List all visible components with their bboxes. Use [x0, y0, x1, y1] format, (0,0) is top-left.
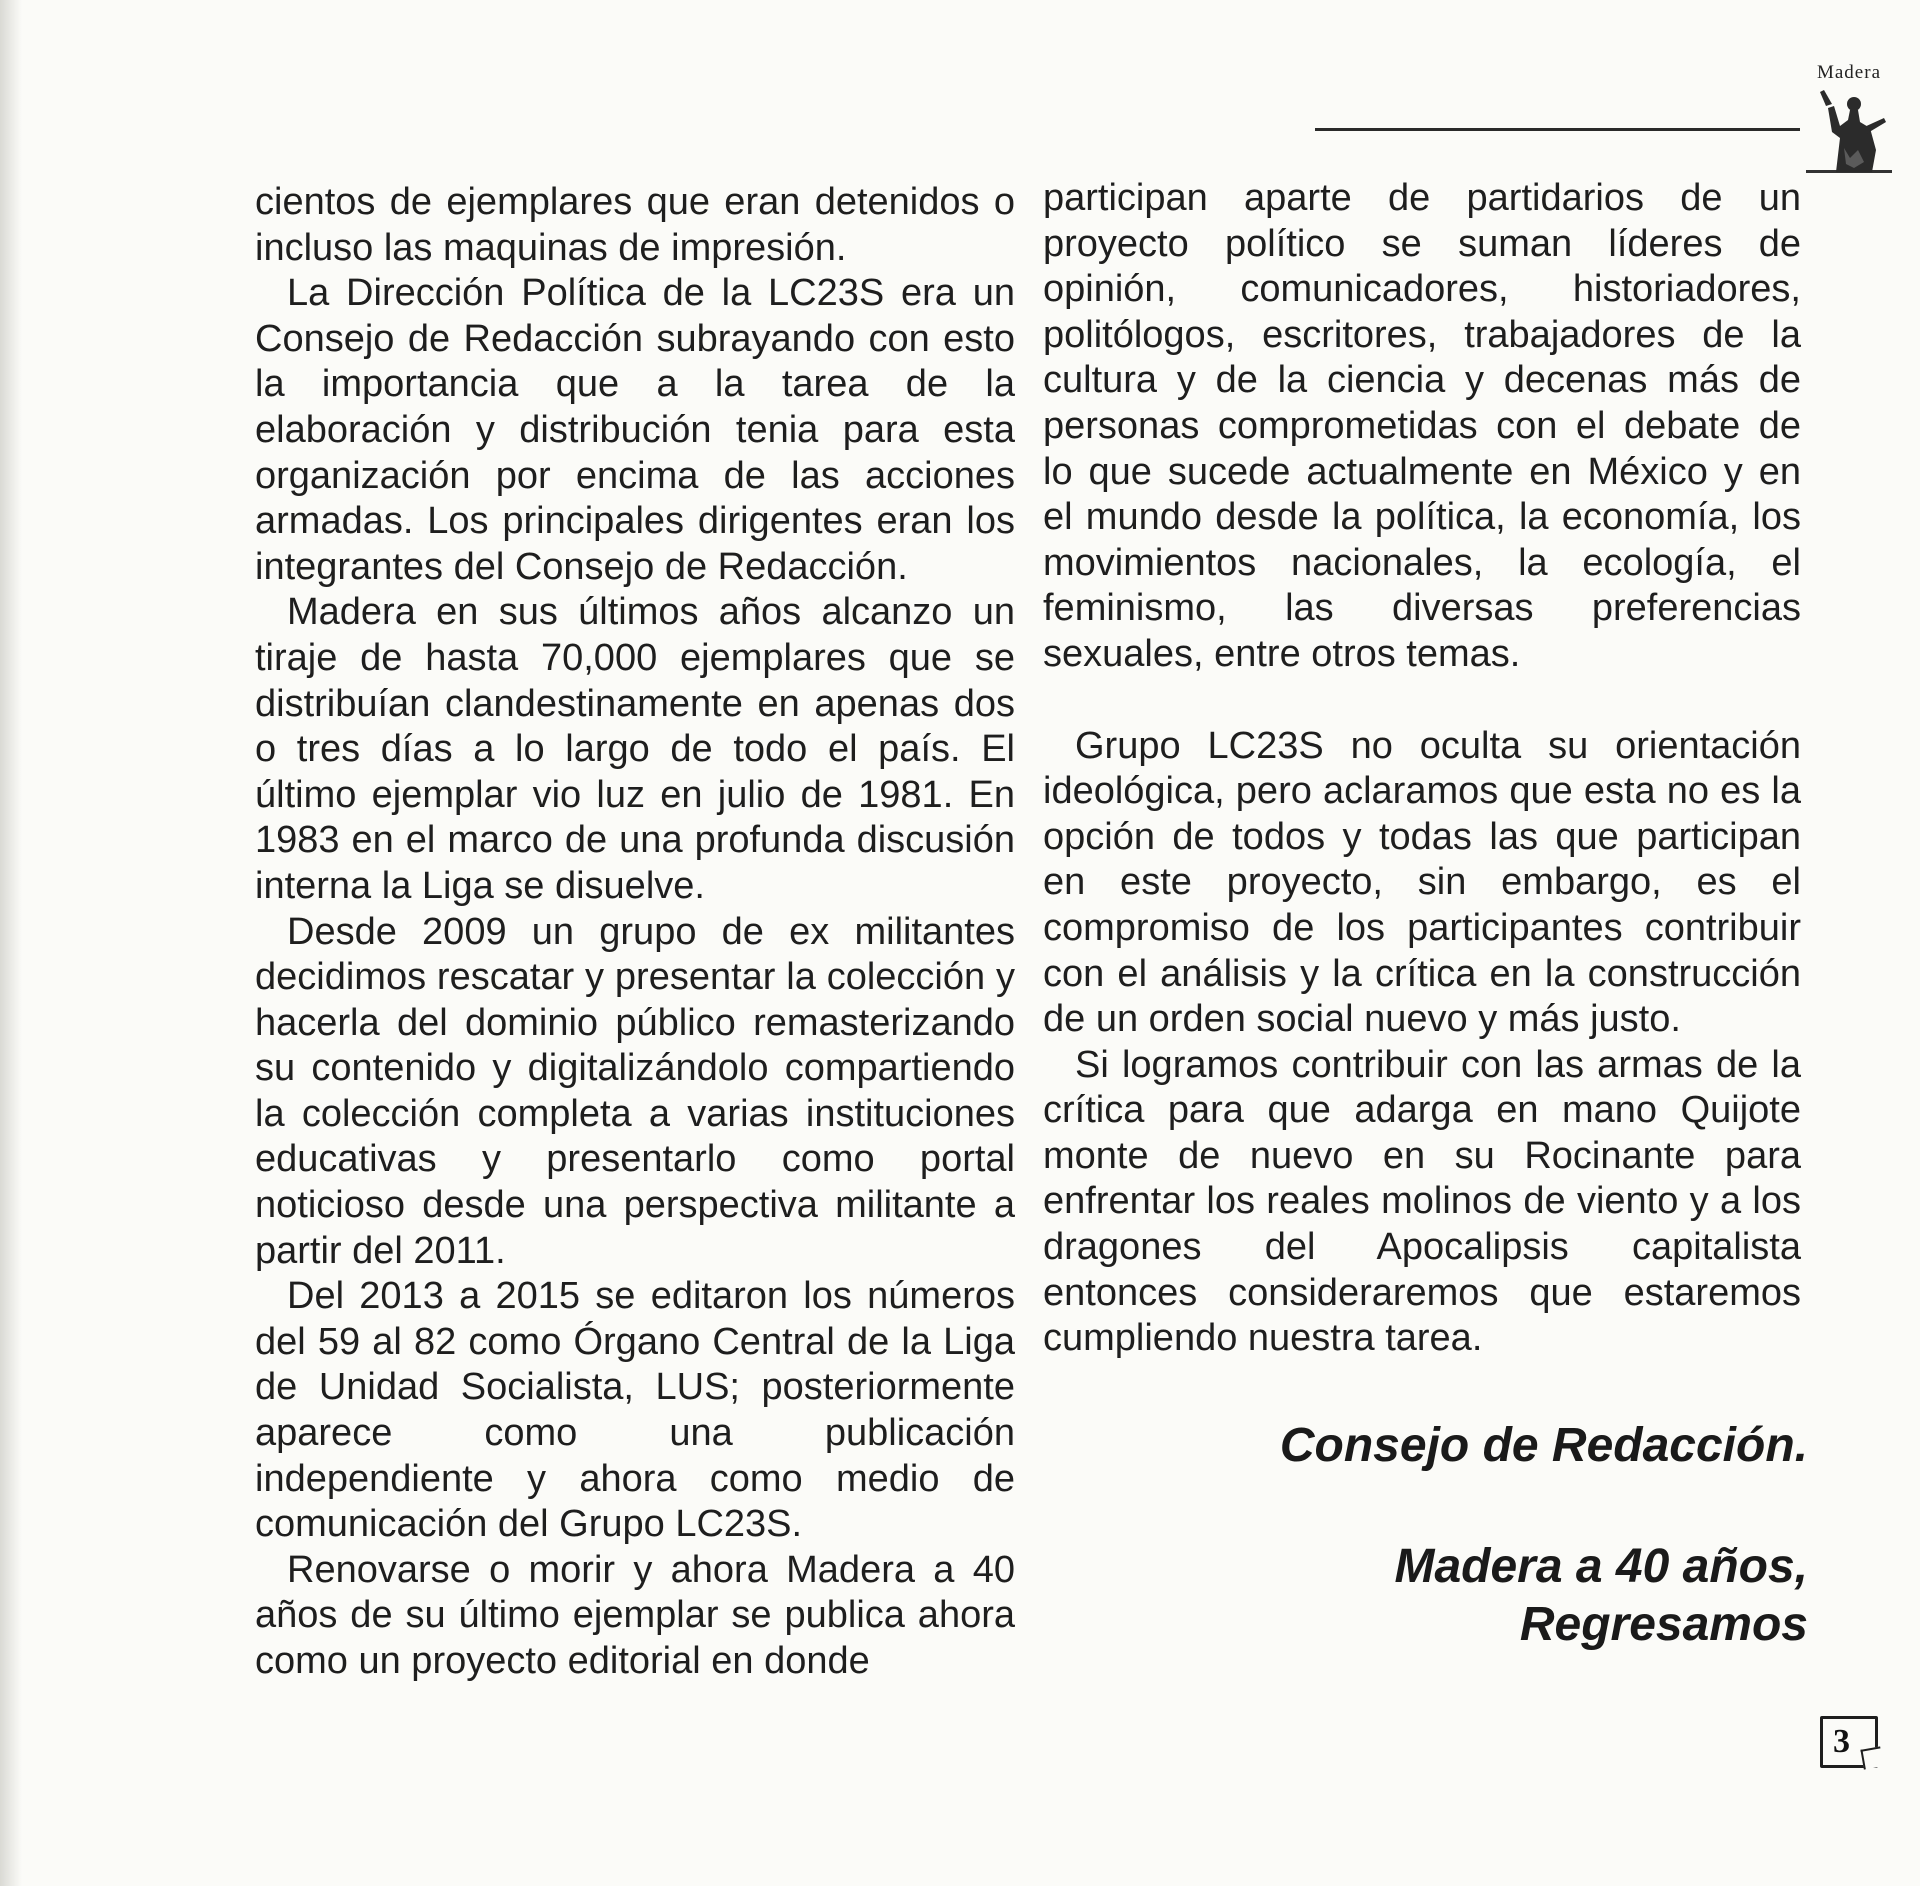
paragraph: Del 2013 a 2015 se editaron los números del 59 al 82 como Órgano Central de la Liga de Unidad Socialista, LUS; posteriormente aparece como una publicación independiente y ahora como medio de comunicación del Grupo LC23S.: [255, 1275, 1015, 1546]
header-rule: [1315, 128, 1800, 131]
madera-logo: [1798, 62, 1900, 190]
paragraph: cientos de ejemplares que eran detenidos o incluso las maquinas de impresión.: [255, 181, 1015, 269]
paragraph: participan aparte de partidarios de un proyecto político se suman líderes de opinión, comunicadores, historiadores, politólogos, escritores, trabajadores de la cultura y de la ciencia y decenas más de personas comprometidas con el debate de lo que sucede actualmente en México y en el mundo desde la política, la economía, los movimientos nacionales, la ecología, el feminismo, las diversas preferencias sexuales, entre otros temas.: [1043, 177, 1801, 675]
paragraph: Madera en sus últimos años alcanzo un tiraje de hasta 70,000 ejemplares que se distribuían clandestinamente en apenas dos o tres días a lo largo de todo el país. El último ejemplar vio luz en julio de 1981. En 1983 en el marco de una profunda discusión interna la Liga se disuelve.: [255, 591, 1015, 907]
signature-closing-line-2: Regresamos: [1519, 1598, 1808, 1651]
page-binding-shadow: [0, 0, 22, 1886]
page-corner-curl: [1860, 1746, 1883, 1769]
signature-editorial-board: Consejo de Redacción.: [1279, 1419, 1808, 1472]
signature-closing-line-1: Madera a 40 años,: [1394, 1540, 1808, 1593]
paragraph: Renovarse o morir y ahora Madera a 40 años de su último ejemplar se publica ahora como un proyecto editorial en donde: [255, 1548, 1015, 1682]
paragraph: La Dirección Política de la LC23S era un Consejo de Redacción subrayando con esto la importancia que a la tarea de la elaboración y distribución tenia para esta organización por encima de las acciones armadas. Los principales dirigentes eran los integrantes del Consejo de Redacción.: [255, 272, 1015, 588]
guerrilla-figure-icon: [1806, 88, 1892, 184]
logo-wordmark: Madera: [1816, 62, 1882, 83]
signature-closing: [1394, 1538, 1808, 1654]
paragraph: Desde 2009 un grupo de ex militantes decidimos rescatar y presentar la colección y hacerla del dominio público remasterizando su contenido y digitalizándolo compartiendo la colección completa a varias instituciones educativas y presentarlo como portal noticioso desde una perspectiva militante a partir del 2011.: [255, 910, 1015, 1272]
paragraph: Si logramos contribuir con las armas de la crítica para que adarga en mano Quijote monte de nuevo en su Rocinante para enfrentar los reales molinos de viento y a los dragones del Apocalipsis capitalista entonces consideraremos que estaremos cumpliendo nuestra tarea.: [1043, 1043, 1801, 1360]
left-text-column: [255, 180, 1015, 1685]
page-number: 3: [1820, 1716, 1878, 1768]
paragraph: Grupo LC23S no oculta su orientación ideológica, pero aclaramos que esta no es la opción de todos y todas las que participan en este proyecto, sin embargo, es el compromiso de los participantes contribuir con el análisis y la crítica en la construcción de un orden social nuevo y más justo.: [1043, 724, 1801, 1041]
right-text-column: [1043, 176, 1801, 1362]
